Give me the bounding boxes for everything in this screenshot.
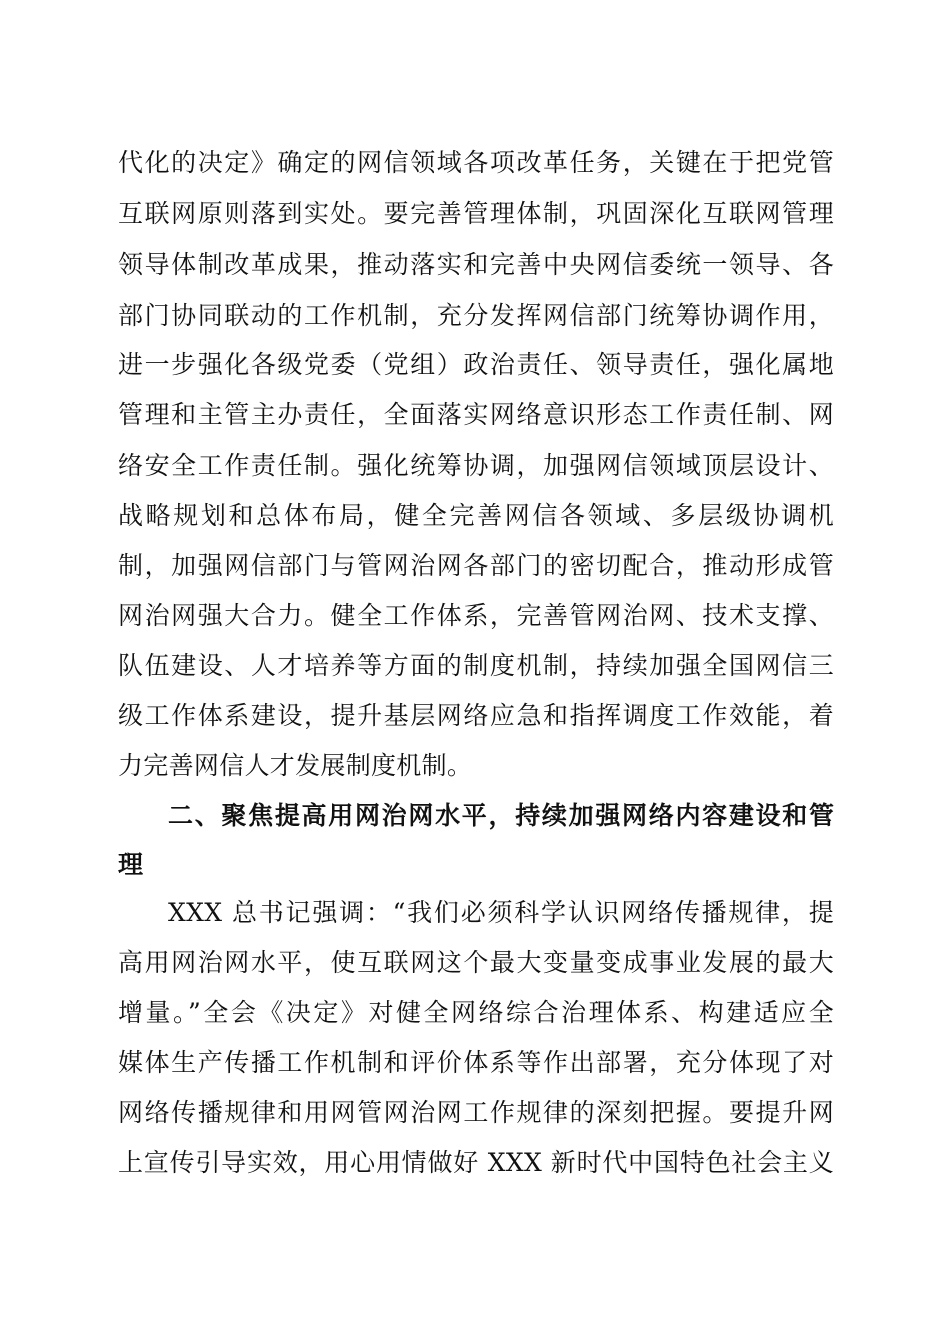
paragraph-1-line: 络安全工作责任制。强化统筹协调，加强网信领域顶层设计、 — [118, 451, 834, 480]
paragraph-1-line: 级工作体系建设，提升基层网络应急和指挥调度工作效能，着 — [118, 701, 834, 730]
paragraph-1-line: 管理和主管主办责任，全面落实网络意识形态工作责任制、网 — [118, 400, 834, 429]
section-heading: 二、聚焦提高用网治网水平，持续加强网络内容建设和管 — [168, 801, 834, 830]
paragraph-1-line: 网治网强大合力。健全工作体系，完善管网治网、技术支撑、 — [118, 601, 834, 630]
paragraph-1-line: 力完善网信人才发展制度机制。 — [118, 751, 473, 780]
paragraph-1-line: 队伍建设、人才培养等方面的制度机制，持续加强全国网信三 — [118, 651, 834, 680]
paragraph-1-line: 领导体制改革成果，推动落实和完善中央网信委统一领导、各 — [118, 250, 834, 279]
paragraph-1-line: 代化的决定》确定的网信领域各项改革任务，关键在于把党管 — [118, 148, 834, 177]
paragraph-2-line: XXX 总书记强调：“我们必须科学认识网络传播规律，提 — [168, 898, 834, 927]
paragraph-1-line: 进一步强化各级党委（党组）政治责任、领导责任，强化属地 — [118, 350, 834, 379]
paragraph-1-line: 战略规划和总体布局，健全完善网信各领域、多层级协调机 — [118, 501, 834, 530]
paragraph-2-line: 增量。”全会《决定》对健全网络综合治理体系、构建适应全 — [118, 998, 834, 1027]
paragraph-1-line: 制，加强网信部门与管网治网各部门的密切配合，推动形成管 — [118, 551, 834, 580]
paragraph-1-line: 部门协同联动的工作机制，充分发挥网信部门统筹协调作用， — [118, 301, 834, 330]
paragraph-1-line: 互联网原则落到实处。要完善管理体制，巩固深化互联网管理 — [118, 199, 834, 228]
section-heading: 理 — [118, 850, 144, 879]
paragraph-2-line: 高用网治网水平，使互联网这个最大变量变成事业发展的最大 — [118, 948, 834, 977]
paragraph-2-line: 媒体生产传播工作机制和评价体系等作出部署，充分体现了对 — [118, 1048, 834, 1077]
paragraph-2-line: 网络传播规律和用网管网治网工作规律的深刻把握。要提升网 — [118, 1098, 834, 1127]
paragraph-2-line: 上宣传引导实效，用心用情做好 XXX 新时代中国特色社会主义 — [118, 1148, 834, 1177]
